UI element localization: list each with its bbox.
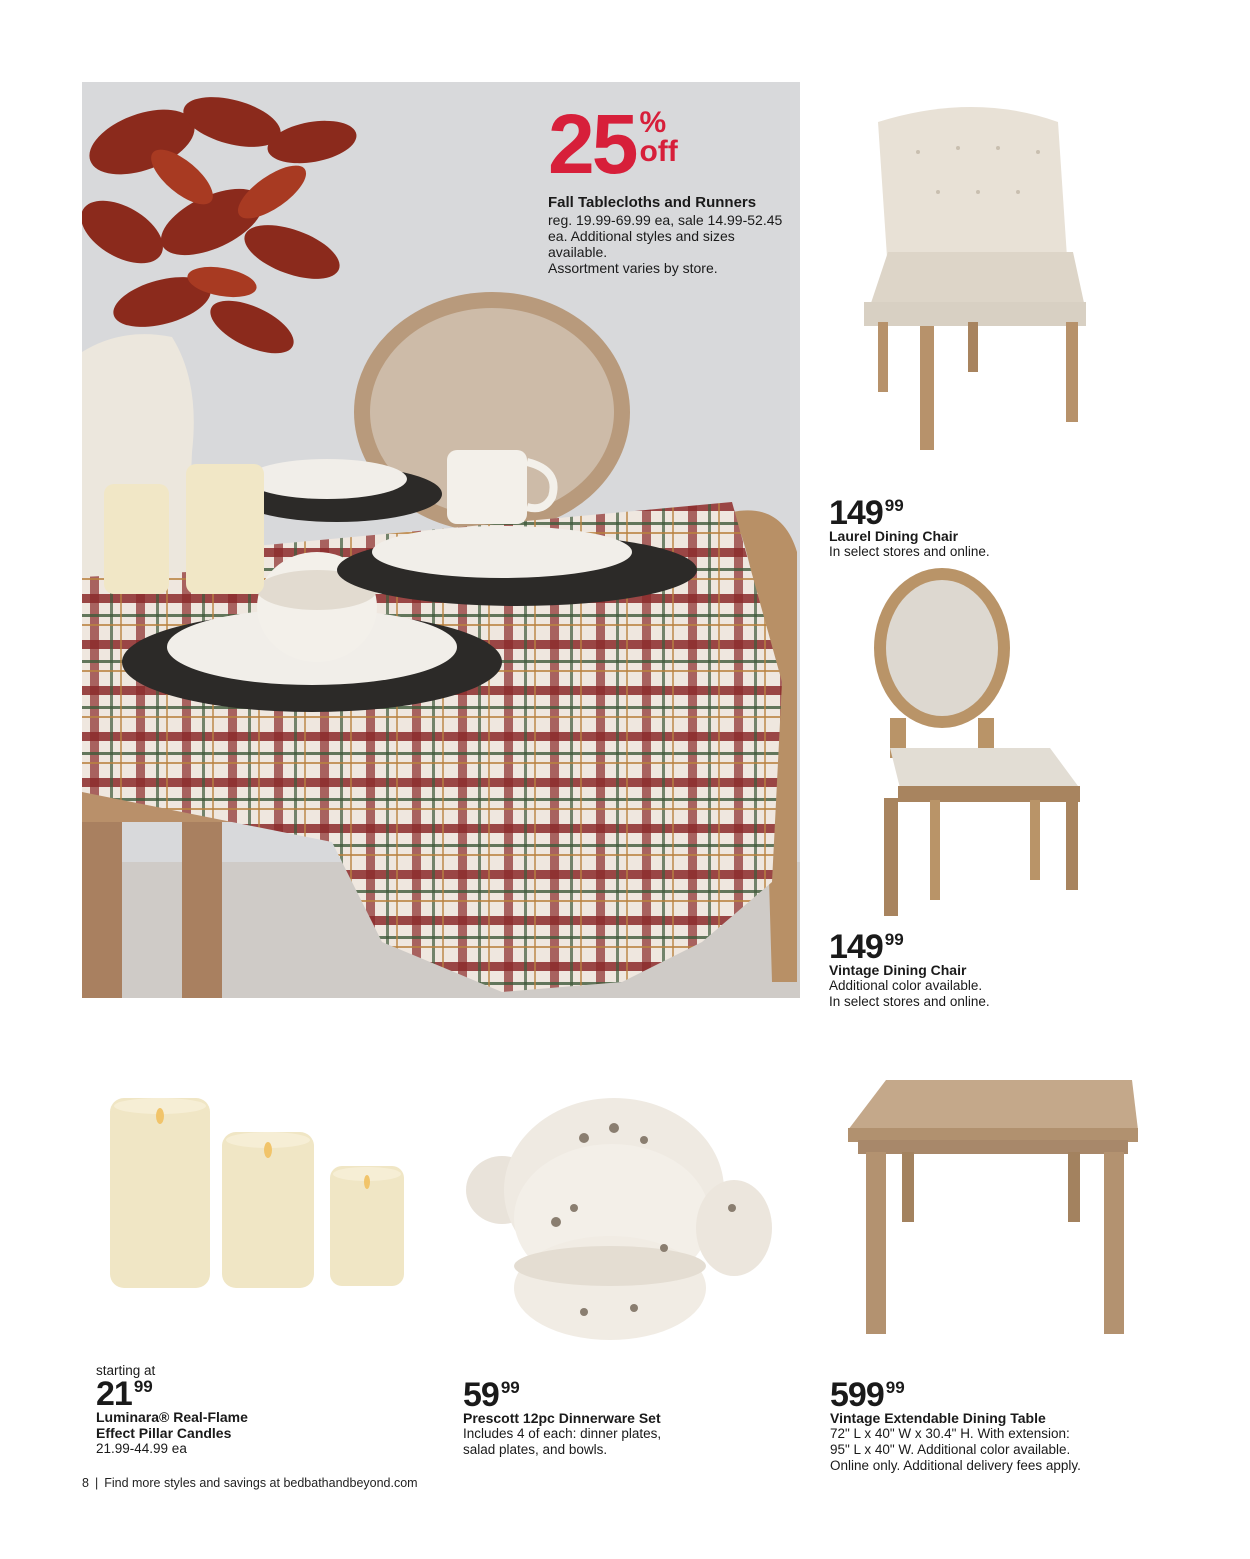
price-cents: 99: [884, 496, 904, 515]
promo-desc-line: reg. 19.99-69.99 ea, sale 14.99-52.45: [548, 212, 783, 228]
candles-name: Luminara® Real-Flame: [96, 1409, 248, 1425]
dining-table-desc: 95" L x 40" W. Additional color available.: [830, 1442, 1071, 1457]
laurel-chair-name: Laurel Dining Chair: [829, 528, 959, 544]
dinnerware-image: [464, 1098, 774, 1346]
candles-starting-at: starting at: [96, 1363, 156, 1378]
vintage-chair-name: Vintage Dining Chair: [829, 962, 967, 978]
page-footer: [82, 1476, 418, 1490]
laurel-chair-desc: In select stores and online.: [829, 544, 990, 559]
laurel-chair-info: [829, 494, 990, 560]
promo-percent-number: 25: [548, 97, 636, 191]
vintage-chair-price: [829, 928, 990, 966]
price-dollars: 21: [96, 1375, 132, 1413]
price-dollars: 149: [829, 494, 883, 532]
promo-off-label: off: [639, 135, 678, 168]
dinnerware-info: [463, 1376, 662, 1458]
candles-name: Effect Pillar Candles: [96, 1425, 232, 1441]
dining-table-price: [830, 1376, 1081, 1414]
vintage-chair-desc: Additional color available.: [829, 978, 983, 993]
laurel-chair-image: [858, 102, 1090, 454]
price-dollars: 59: [463, 1376, 499, 1414]
dining-table-desc: Online only. Additional delivery fees apply.: [830, 1458, 1081, 1473]
dinnerware-name: Prescott 12pc Dinnerware Set: [463, 1410, 661, 1426]
dining-table-info: [830, 1376, 1081, 1474]
price-cents: 99: [885, 1378, 905, 1397]
dining-table-image: [846, 1076, 1140, 1338]
promo-percent-symbol: %: [639, 106, 667, 139]
vintage-chair-desc: In select stores and online.: [829, 994, 990, 1009]
footer-separator: |: [94, 1476, 99, 1490]
vintage-chair-image: [870, 568, 1085, 918]
price-cents: 99: [500, 1378, 520, 1397]
promo-percent: [548, 97, 788, 191]
dinnerware-desc: Includes 4 of each: dinner plates,: [463, 1426, 662, 1441]
dining-table-desc: 72" L x 40" W x 30.4" H. With extension:: [830, 1426, 1070, 1441]
candles-info: [96, 1363, 248, 1457]
promo-desc-line: Assortment varies by store.: [548, 260, 718, 276]
footer-text[interactable]: Find more styles and savings at bedbathandbeyond.com: [104, 1476, 418, 1490]
candles-image: [104, 1092, 410, 1292]
promo-block: [548, 97, 788, 276]
price-cents: 99: [884, 930, 904, 949]
promo-desc-line: ea. Additional styles and sizes available.: [548, 228, 735, 260]
candles-desc: 21.99-44.99 ea: [96, 1441, 187, 1456]
dining-table-name: Vintage Extendable Dining Table: [830, 1410, 1046, 1426]
candles-price: [96, 1375, 248, 1413]
vintage-chair-info: [829, 928, 990, 1010]
price-cents: 99: [133, 1377, 153, 1396]
dinnerware-price: [463, 1376, 661, 1414]
price-dollars: 149: [829, 928, 883, 966]
price-dollars: 599: [830, 1376, 884, 1414]
dinnerware-desc: salad plates, and bowls.: [463, 1442, 608, 1457]
page-number: 8: [82, 1476, 89, 1490]
laurel-chair-price: [829, 494, 990, 532]
promo-title: Fall Tablecloths and Runners: [548, 194, 757, 211]
